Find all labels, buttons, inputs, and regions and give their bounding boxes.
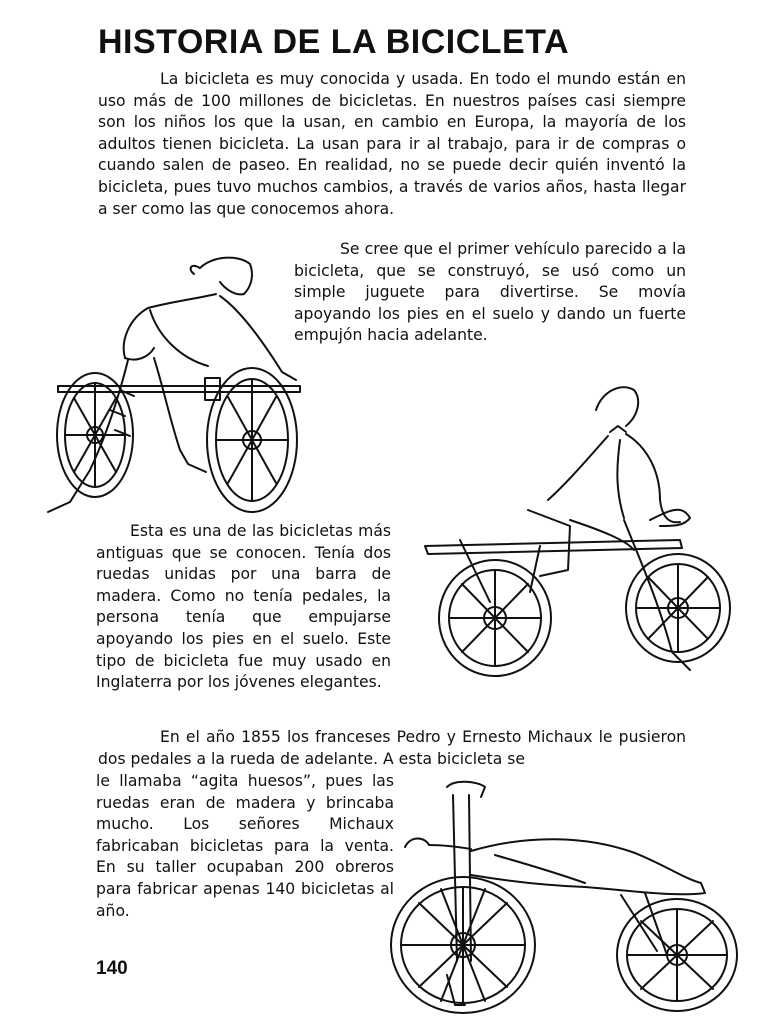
paragraph-first-vehicle: Se cree que el primer vehículo parecido a la bicicleta, que se construyó, se usó como un simple juguete para divertirse. Se movía apoyando los pies en el suelo y dando un fuerte empujón hacia adelante. (294, 240, 686, 345)
paragraph-oldest-bicycle: Esta es una de las bicicletas más antiguas que se conocen. Tenía dos ruedas unidas por una barra de madera. Como no tenía pedales, la persona tenía que empujarse apoyando los pies en el suelo. Este tipo de bicicleta fue muy usado en Inglaterra por los jóvenes elegantes. (96, 522, 391, 692)
paragraph-michaux-rest: le llamaba “agita huesos”, pues las ruedas eran de madera y brincaba mucho. Los señores Michaux fabricaban bicicletas para la venta. En su taller ocupaban 200 obreros para fabricar apenas 140 bicicletas al año. (96, 772, 394, 920)
page-title: HISTORIA DE LA BICICLETA (98, 23, 569, 61)
draisine-rider-illustration (30, 240, 320, 525)
paragraph-michaux-intro: En el año 1855 los franceses Pedro y Ernesto Michaux le pusieron dos pedales a la rueda de adelante. A esta bicicleta se (98, 728, 686, 768)
paragraph-intro: La bicicleta es muy conocida y usada. En todo el mundo están en uso más de 100 millones de bicicletas. En nuestros países casi siempre son los niños los que la usan, en cambio en Europa, la mayoría de los adultos tienen bicicleta. La usan para ir al trabajo, para ir de compras o cuando salen de paseo. En realidad, no se puede decir quién inventó la bicicleta, pues tuvo muchos cambios, a través de varios años, hasta llegar a ser como las que conocemos ahora. (98, 70, 686, 218)
page-number: 140 (96, 958, 128, 979)
hobby-horse-rider-illustration (420, 370, 750, 705)
velocipede-illustration (385, 775, 750, 1020)
